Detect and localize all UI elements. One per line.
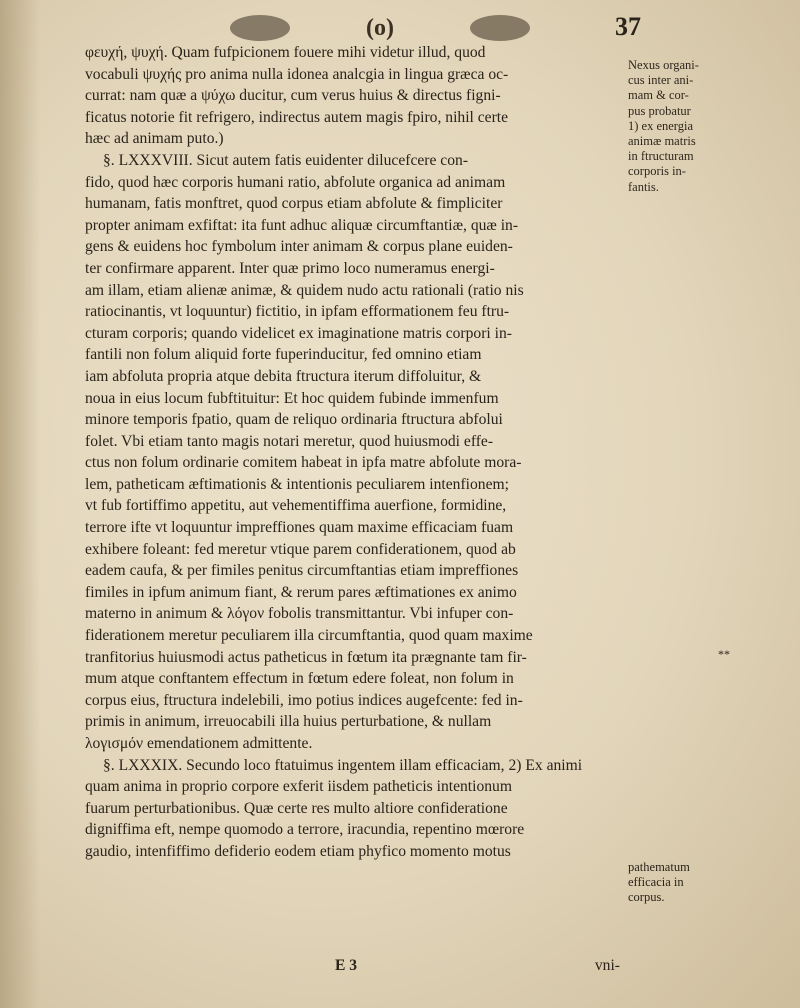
text-line: folet. Vbi etiam tanto magis notari meretur, quod huiusmodi effe- <box>85 432 494 450</box>
text-line: fido, quod hæc corporis humani ratio, abfolute organica ad animam <box>85 173 506 191</box>
text-line: humanam, fatis monftret, quod corpus etiam abfolute & fimpliciter <box>85 195 503 213</box>
text-line: fantili non folum aliquid forte fuperinducitur, fed omnino etiam <box>85 346 482 364</box>
margin-note-line: 1) ex energia <box>628 118 694 133</box>
text-line: vt fub fortiffimo appetitu, aut vehementiffima auerfione, formidine, <box>85 497 507 515</box>
text-line: gaudio, intenfiffimo defiderio eodem etiam phyfico momento motus <box>85 842 511 860</box>
catchword: vni- <box>594 957 620 974</box>
text-line: ratiocinantis, vt loquuntur) fictitio, in ipfam efformationem feu ftru- <box>85 303 510 321</box>
page-footer <box>85 957 620 975</box>
text-line: cturam corporis; quando videlicet ex imaginatione matris corpori in- <box>85 324 512 342</box>
margin-note-line: cus inter ani- <box>628 73 694 88</box>
page-number: 37 <box>615 12 641 41</box>
text-line: corpus eius, ftructura indelebili, imo potius indices augefcente: fed in- <box>85 691 523 709</box>
text-line: tranfitorius huiusmodi actus patheticus in fœtum ita prægnante tam fir- <box>85 648 527 666</box>
text-line: hæc ad animam puto.) <box>85 130 224 148</box>
text-line: fimiles in ipfum animum fiant, & rerum pares æftimationes ex animo <box>85 583 517 601</box>
text-line: minore temporis fpatio, quam de reliquo ordinaria ftructura abfolui <box>85 411 503 429</box>
margin-notes <box>628 58 788 195</box>
text-line: lem, patheticam æftimationis & intentionis peculiarem intenfionem; <box>85 475 509 493</box>
text-line: noua in eius locum fubftituitur: Et hoc quidem fubinde immenfum <box>85 389 499 407</box>
page-binding-shadow <box>0 0 40 1008</box>
text-line: materno in animum & λόγον fobolis transmittantur. Vbi infuper con- <box>85 605 514 623</box>
text-line: §. LXXXIX. Secundo loco ftatuimus ingentem illam efficaciam, 2) Ex animi <box>103 756 583 774</box>
text-line: currat: nam quæ a ψύχω ducitur, cum verus huius & directus figni- <box>85 87 501 105</box>
margin-note-line: Nexus organi- <box>628 58 699 72</box>
text-line: digniffima eft, nempe quomodo a terrore, iracundia, repentino mœrore <box>85 821 525 839</box>
text-line: ficatus notorie fit refrigero, indirectus autem magis fpiro, nihil certe <box>85 108 509 126</box>
margin-note-line: corporis in- <box>628 164 686 179</box>
signature-mark: E 3 <box>335 957 358 974</box>
text-line: φευχή, ψυχή. Quam fufpicionem fouere mihi videtur illud, quod <box>85 44 486 61</box>
margin-note-line: corpus. <box>628 890 665 905</box>
stray-mark: ** <box>718 647 730 661</box>
text-line: gens & euidens hoc fymbolum inter animam & corpus plane euiden- <box>85 238 513 256</box>
text-line: primis in animum, irreuocabili illa huius perturbatione, & nullam <box>85 713 492 731</box>
text-line: λογισμόν emendationem admittente. <box>85 735 313 752</box>
margin-note-line: fantis. <box>628 179 659 194</box>
text-line: §. LXXXVIII. Sicut autem fatis euidenter dilucefcere con- <box>103 151 469 169</box>
margin-note-line: pathematum <box>628 860 690 874</box>
margin-note-line: animæ matris <box>628 134 696 149</box>
right-flourish-icon <box>470 15 530 41</box>
text-line: mum atque conftantem effectum in fœtum edere foleat, non folum in <box>85 670 514 688</box>
margin-note-line: pus probatur <box>628 103 691 118</box>
text-line: ter confirmare apparent. Inter quæ primo loco numeramus energi- <box>85 259 495 277</box>
text-line: exhibere foleant: fed meretur vtique parem confiderationem, quod ab <box>85 540 516 558</box>
text-line: terrore ifte vt loquuntur impreffiones quam maxime efficaciam fuam <box>85 519 514 537</box>
margin-note-line: mam & cor- <box>628 88 689 103</box>
left-flourish-icon <box>230 15 290 41</box>
margin-notes-lower <box>628 860 788 906</box>
text-line: am illam, etiam alienæ animæ, & quidem nudo actu rationali (ratio nis <box>85 281 524 299</box>
text-line: eadem caufa, & per fimiles penitus circumftantias etiam impreffiones <box>85 562 519 580</box>
text-line: fiderationem meretur peculiarem illa circumftantia, quod quam maxime <box>85 627 533 645</box>
margin-note-line: in ftructuram <box>628 149 694 164</box>
text-line: vocabuli ψυχής pro anima nulla idonea analcgia in lingua græca oc- <box>85 65 509 83</box>
center-ornament: (o) <box>366 14 394 41</box>
text-line: fuarum perturbationibus. Quæ certe res multo altiore confideratione <box>85 799 508 817</box>
text-line: ctus non folum ordinarie comitem habeat in ipfa matre abfolute mora- <box>85 454 522 472</box>
text-line: quam anima in proprio corpore exferit iisdem patheticis intentionum <box>85 778 512 796</box>
text-line: iam abfoluta propria atque debita ftructura iterum diffoluitur, & <box>85 367 482 385</box>
margin-note-line: efficacia in <box>628 875 684 890</box>
text-line: propter animam exfiftat: ita funt adhuc aliquæ circumftantiæ, quæ in- <box>85 216 519 234</box>
main-text-block <box>85 42 620 863</box>
